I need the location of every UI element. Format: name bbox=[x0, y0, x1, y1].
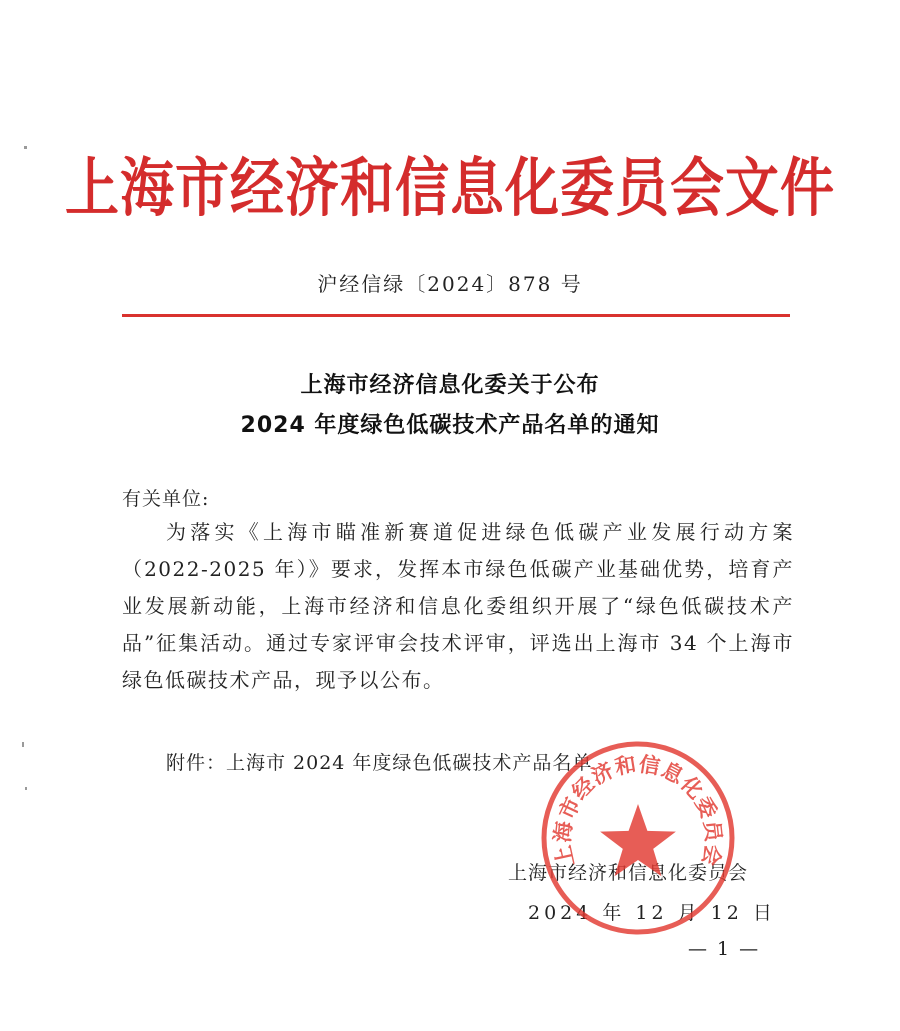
issue-date: 2024 年 12 月 12 日 bbox=[528, 902, 776, 924]
salutation: 有关单位: bbox=[122, 488, 210, 510]
scan-speck bbox=[24, 146, 27, 149]
page-number: — 1 — bbox=[688, 938, 761, 960]
notice-title-line-2: 2024 年度绿色低碳技术产品名单的通知 bbox=[240, 413, 660, 438]
red-divider-line bbox=[122, 314, 790, 317]
official-seal-stamp bbox=[538, 738, 738, 938]
seal-star-icon bbox=[600, 804, 676, 876]
scan-speck bbox=[25, 787, 27, 790]
attachment-line: 附件：上海市 2024 年度绿色低碳技术产品名单 bbox=[166, 752, 593, 774]
document-number: 沪经信绿〔2024〕878 号 bbox=[317, 272, 583, 296]
issuer-signature: 上海市经济和信息化委员会 bbox=[508, 862, 749, 884]
document-masthead: 上海市经济和信息化委员会文件 bbox=[65, 149, 835, 226]
notice-title-line-1: 上海市经济信息化委关于公布 bbox=[300, 373, 600, 398]
body-paragraph: 为落实《上海市瞄准新赛道促进绿色低碳产业发展行动方案（2022-2025 年）》要求，发挥本市绿色低碳产业基础优势，培育产业发展新动能，上海市经济和信息化委组织开展了“绿色低碳技术产品”征集活动。通过专家评审会技术评审，评选出上海市 34 个上海市绿色低碳技术产品，现予以公布。 bbox=[122, 520, 794, 692]
scan-speck bbox=[22, 742, 24, 747]
seal-arc-text: 上海市经济和信息化委员会 bbox=[550, 751, 726, 869]
